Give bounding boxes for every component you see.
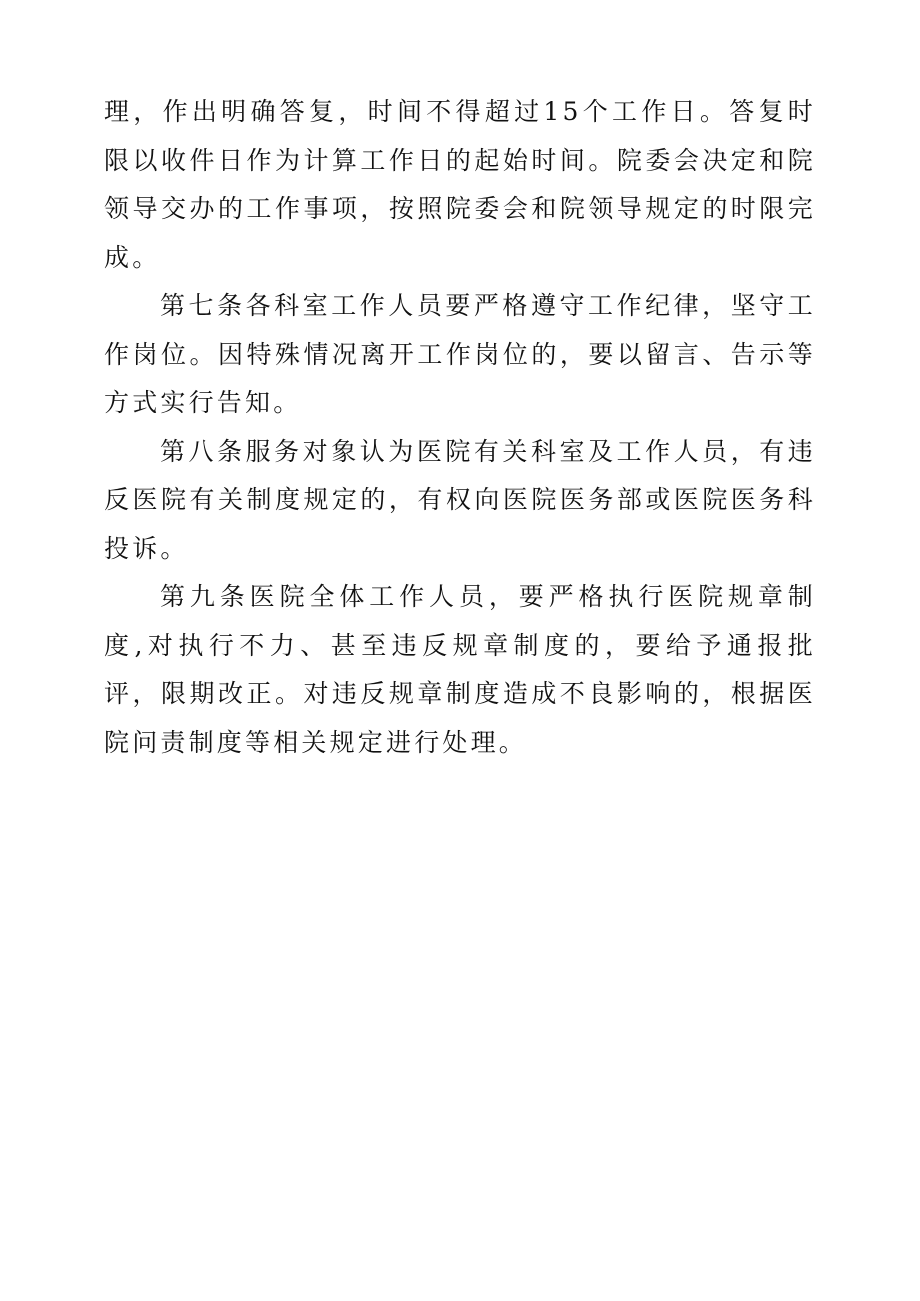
- paragraph-continuation: 理，作出明确答复，时间不得超过15个工作日。答复时限以收件日作为计算工作日的起始时间。院委会决定和院领导交办的工作事项，按照院委会和院领导规定的时限完成。: [104, 97, 816, 272]
- paragraph-article-7: 第七条各科室工作人员要严格遵守工作纪律，坚守工作岗位。因特殊情况离开工作岗位的，要以留言、告示等方式实行告知。: [104, 291, 816, 417]
- paragraph-article-9: 第九条医院全体工作人员，要严格执行医院规章制度,对执行不力、甚至违反规章制度的，要给予通报批评，限期改正。对违反规章制度造成不良影响的，根据医院问责制度等相关规定进行处理。: [104, 582, 816, 757]
- document-body: [104, 88, 816, 767]
- paragraph-article-8: 第八条服务对象认为医院有关科室及工作人员，有违反医院有关制度规定的，有权向医院医务部或医院医务科投诉。: [104, 436, 816, 563]
